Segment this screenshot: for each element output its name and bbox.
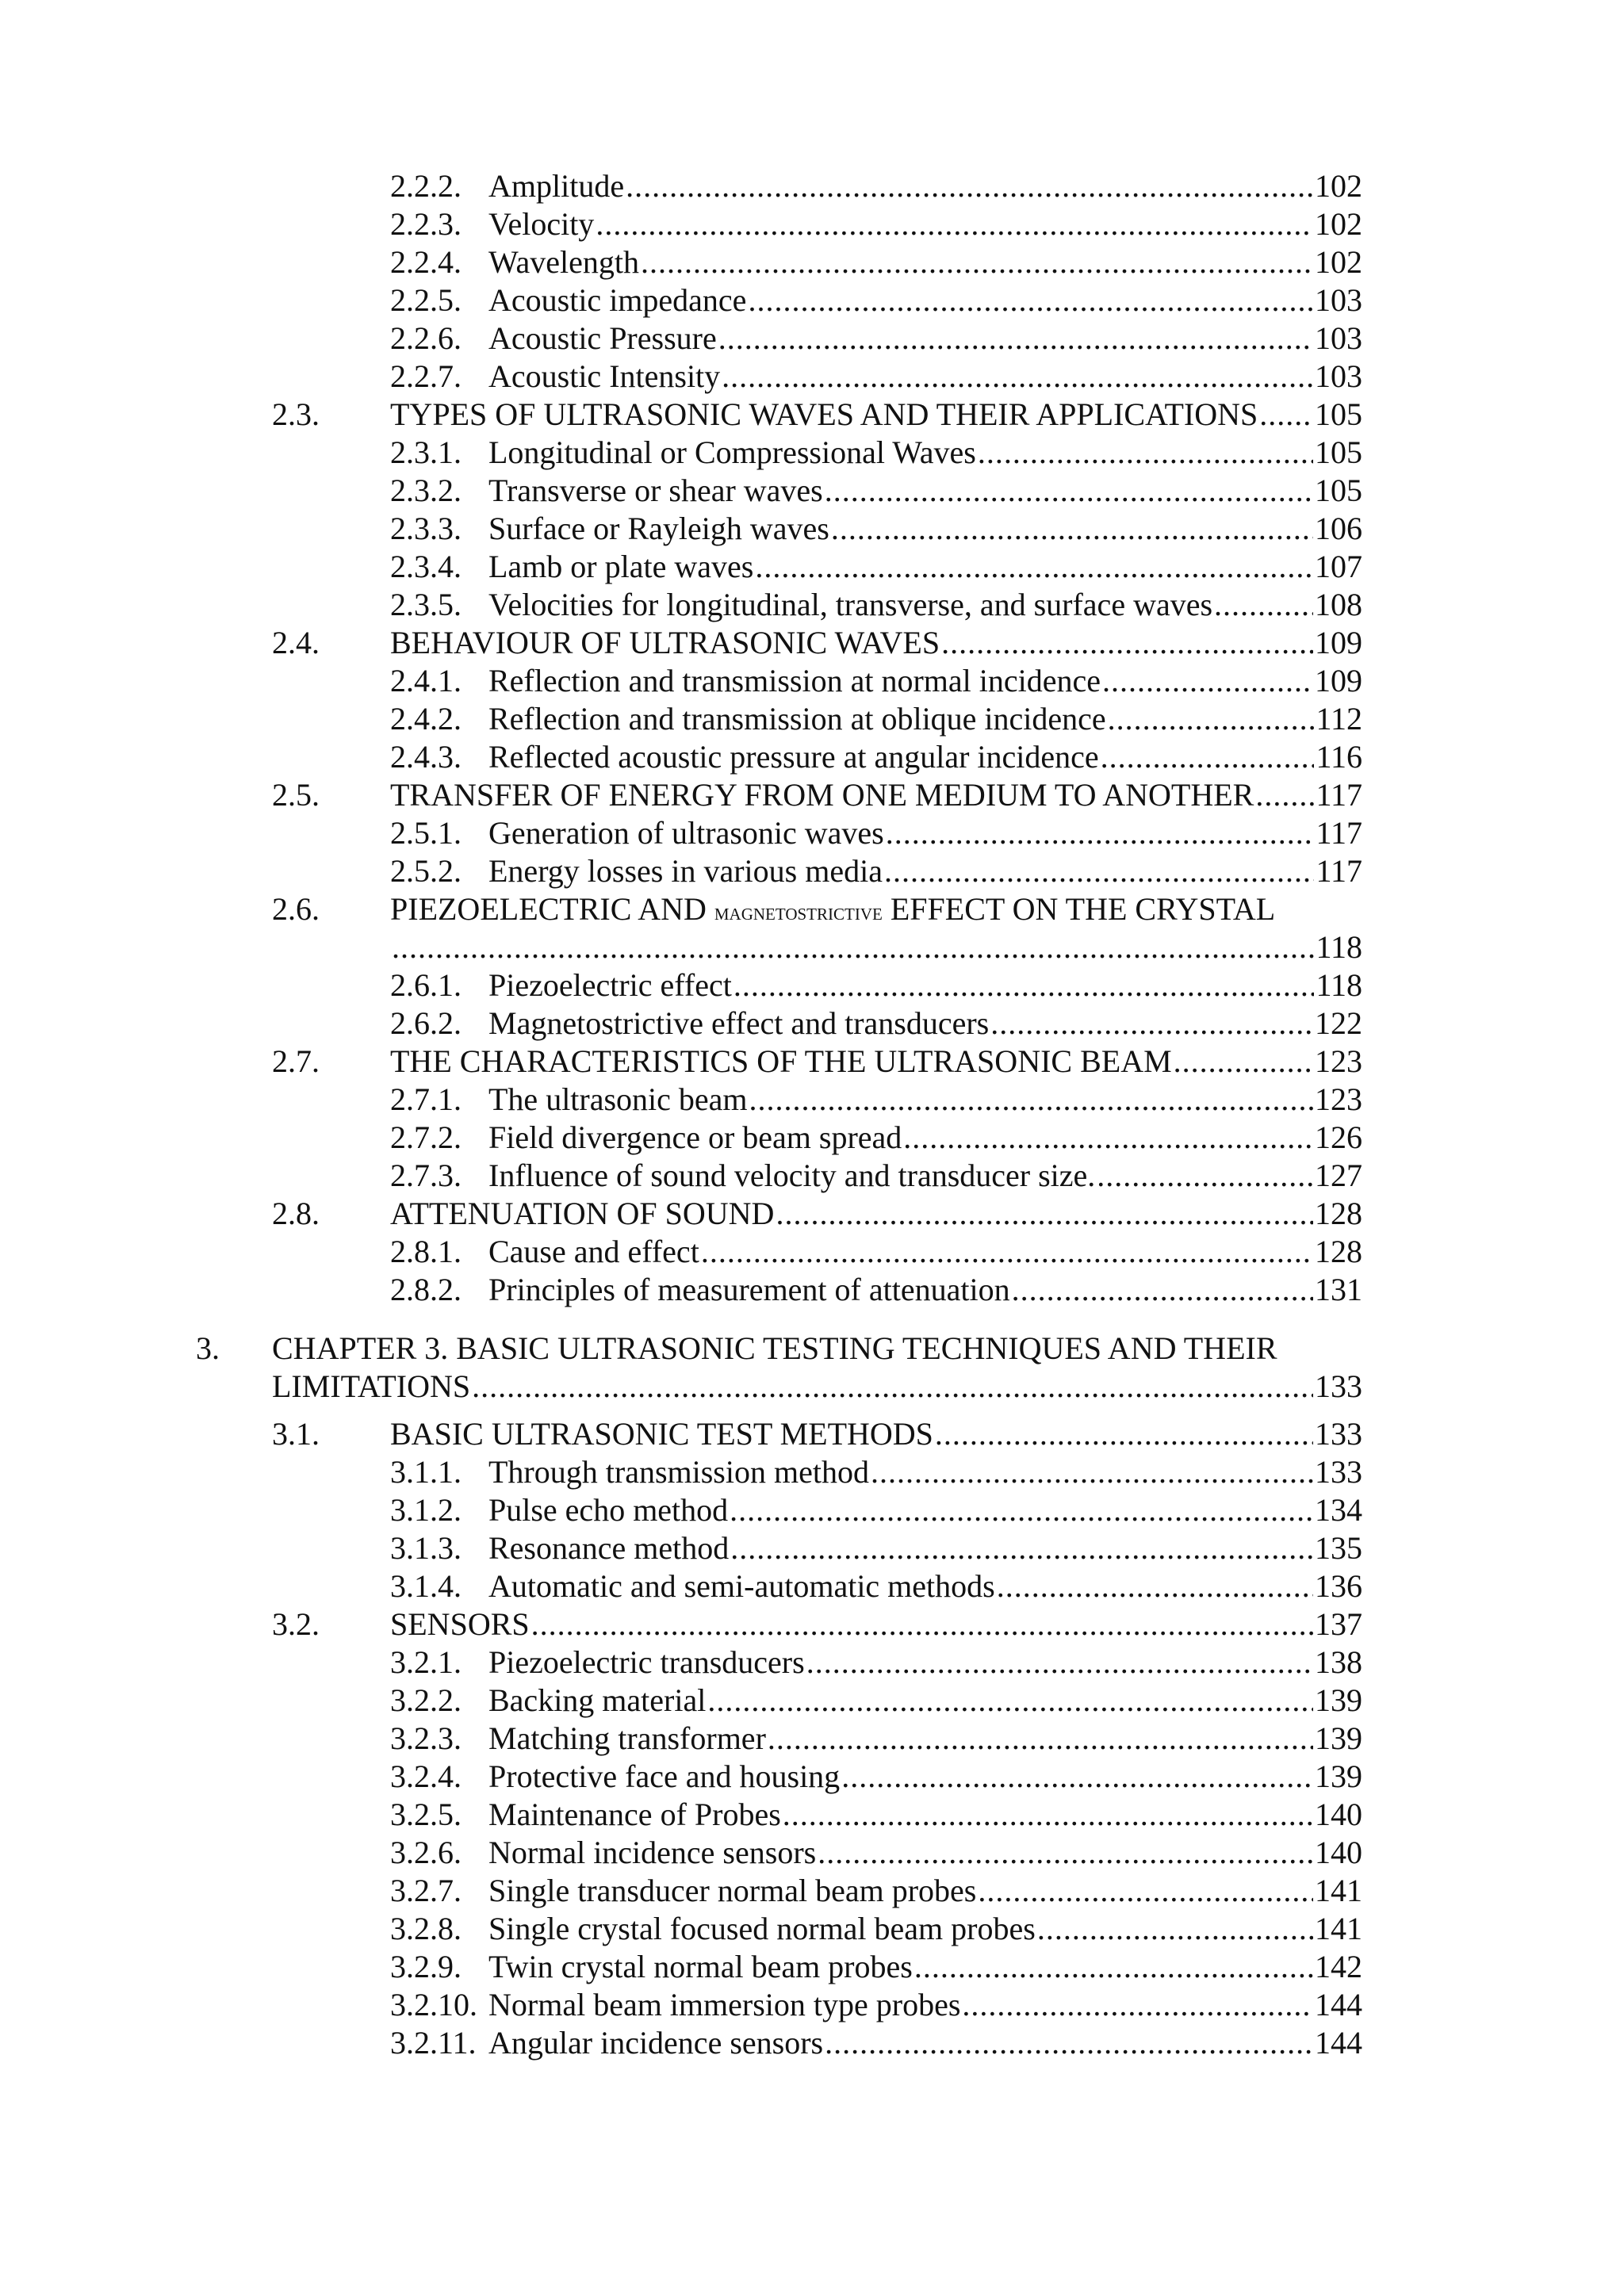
- toc-entry-line: [488, 167, 1362, 205]
- toc-entry-page: 135: [1315, 1530, 1362, 1566]
- toc-entry-number: 2.4.2.: [390, 701, 462, 737]
- toc-entry-title: Principles of measurement of attenuation: [488, 1272, 1010, 1307]
- toc-entry-title: Automatic and semi-automatic methods: [488, 1568, 995, 1604]
- toc-entry-page: 102: [1315, 206, 1362, 242]
- toc-entry[interactable]: [0, 1529, 1624, 1567]
- toc-entry-page: 141: [1315, 1873, 1362, 1908]
- toc-entry-number: 3.1.4.: [390, 1568, 462, 1604]
- toc-entry-number: 2.8.2.: [390, 1272, 462, 1307]
- toc-entry-line: [488, 1004, 1362, 1043]
- toc-entry-page: 107: [1315, 549, 1362, 584]
- toc-entry[interactable]: [0, 320, 1624, 358]
- toc-entry-line: [390, 1415, 1362, 1453]
- dot-leader: [641, 243, 1313, 281]
- toc-entry[interactable]: [0, 1758, 1624, 1796]
- toc-entry-line: [488, 814, 1362, 852]
- toc-entry-title: The ultrasonic beam: [488, 1081, 748, 1117]
- toc-entry-number: 3.2.5.: [390, 1797, 462, 1832]
- toc-entry[interactable]: [0, 1043, 1624, 1081]
- toc-block-section-2-2-to-2-5: [0, 167, 1624, 890]
- toc-entry-line: [390, 1605, 1362, 1644]
- toc-entry-2-6-line2[interactable]: [0, 928, 1624, 966]
- toc-entry-number: 2.7.2.: [390, 1119, 462, 1155]
- toc-entry[interactable]: [0, 1081, 1624, 1119]
- toc-entry[interactable]: [0, 624, 1624, 662]
- toc-entry-title: BEHAVIOUR OF ULTRASONIC WAVES: [390, 625, 940, 660]
- toc-entry[interactable]: [0, 662, 1624, 700]
- dot-leader: [1255, 776, 1314, 814]
- toc-entry-number: 2.5.1.: [390, 815, 462, 851]
- dot-leader: [776, 1195, 1313, 1233]
- toc-entry-leader-line: [390, 928, 1362, 966]
- toc-entry-title: Lamb or plate waves: [488, 549, 754, 584]
- toc-entry-number: 3.2.3.: [390, 1720, 462, 1756]
- toc-entry-page: 140: [1315, 1835, 1362, 1870]
- toc-entry-title: Matching transformer: [488, 1720, 766, 1756]
- toc-entry-title: TYPES OF ULTRASONIC WAVES AND THEIR APPLICATIONS: [390, 396, 1258, 432]
- toc-entry[interactable]: [0, 814, 1624, 852]
- toc-entry-page: 112: [1316, 701, 1362, 737]
- toc-entry-page: 140: [1315, 1797, 1362, 1832]
- toc-entry-page: 117: [1316, 853, 1362, 889]
- toc-entry[interactable]: [0, 738, 1624, 776]
- toc-entry[interactable]: [0, 1948, 1624, 1986]
- toc-entry[interactable]: [0, 1271, 1624, 1309]
- toc-entry-title: Wavelength: [488, 244, 640, 280]
- toc-entry-number: 2.3.3.: [390, 511, 462, 546]
- toc-entry[interactable]: [0, 1491, 1624, 1529]
- toc-entry-title: Single crystal focused normal beam probes: [488, 1911, 1036, 1946]
- toc-entry[interactable]: [0, 1986, 1624, 2024]
- toc-entry-title: Backing material: [488, 1682, 707, 1718]
- toc-entry-page: 127: [1315, 1158, 1362, 1193]
- toc-title-part1: PIEZOELECTRIC AND: [390, 891, 714, 927]
- toc-entry-page: 103: [1315, 282, 1362, 318]
- toc-entry[interactable]: [0, 1605, 1624, 1644]
- toc-entry-number: 2.7.1.: [390, 1081, 462, 1117]
- toc-entry-line: [488, 1986, 1362, 2024]
- toc-entry-number: 2.4.: [272, 625, 320, 660]
- toc-entry-title: Piezoelectric effect: [488, 967, 732, 1003]
- toc-entry-number: 2.8.: [272, 1196, 320, 1231]
- toc-entry-title: Acoustic Pressure: [488, 320, 717, 356]
- toc-entry-number: 3.2.10.: [390, 1987, 477, 2022]
- toc-entry[interactable]: [0, 510, 1624, 548]
- dot-leader: [1012, 1271, 1313, 1309]
- toc-entry-line: [390, 1043, 1362, 1081]
- dot-leader: [884, 852, 1315, 890]
- dot-leader: [990, 1004, 1313, 1043]
- toc-entry-page: 144: [1315, 1987, 1362, 2022]
- dot-leader: [718, 320, 1313, 358]
- toc-entry-line: [488, 1948, 1362, 1986]
- dot-leader: [841, 1758, 1313, 1796]
- dot-leader: [707, 1682, 1313, 1720]
- toc-entry-title: Acoustic Intensity: [488, 358, 721, 394]
- dot-leader: [749, 1081, 1313, 1119]
- toc-entry-page: 139: [1315, 1720, 1362, 1756]
- toc-entry-title: Velocities for longitudinal, transverse, and surface waves: [488, 587, 1213, 622]
- table-of-contents: [0, 167, 1624, 2062]
- toc-entry-page: 102: [1315, 244, 1362, 280]
- toc-entry-number: 3.1.3.: [390, 1530, 462, 1566]
- toc-entry-title: Surface or Rayleigh waves: [488, 511, 829, 546]
- toc-entry-title: Single transducer normal beam probes: [488, 1873, 977, 1908]
- toc-entry-number: 3.2.6.: [390, 1835, 462, 1870]
- toc-entry-page: 109: [1315, 663, 1362, 698]
- toc-entry-number: 2.3.: [272, 396, 320, 432]
- toc-entry-line: [488, 1872, 1362, 1910]
- toc-entry-line: [390, 396, 1362, 434]
- toc-entry-number: 2.5.2.: [390, 853, 462, 889]
- toc-chapter-title-line1: CHAPTER 3. BASIC ULTRASONIC TESTING TECHNIQUES AND THEIR: [272, 1330, 1277, 1366]
- toc-entry-line: [488, 1157, 1362, 1195]
- toc-entry-line: [488, 966, 1362, 1004]
- toc-entry-number: 2.6.1.: [390, 967, 462, 1003]
- toc-entry[interactable]: [0, 586, 1624, 624]
- toc-entry[interactable]: [0, 281, 1624, 320]
- toc-entry-line: [488, 1233, 1362, 1271]
- dot-leader: [886, 814, 1315, 852]
- toc-entry-number: 2.4.3.: [390, 739, 462, 775]
- toc-entry-title: Pulse echo method: [488, 1492, 729, 1528]
- toc-entry-page: 103: [1315, 358, 1362, 394]
- toc-entry-number: 2.2.5.: [390, 282, 462, 318]
- toc-entry-line: [488, 1081, 1362, 1119]
- dot-leader: [871, 1453, 1313, 1491]
- toc-entry-line: [488, 586, 1362, 624]
- toc-entry-line: [488, 1758, 1362, 1796]
- toc-entry-title: Transverse or shear waves: [488, 473, 823, 508]
- toc-entry-number: 2.2.2.: [390, 168, 462, 204]
- dot-leader: [722, 358, 1313, 396]
- toc-entry[interactable]: [0, 1195, 1624, 1233]
- toc-entry-title: BASIC ULTRASONIC TEST METHODS: [390, 1416, 933, 1452]
- toc-entry-title: Cause and effect: [488, 1234, 699, 1269]
- dot-leader: [1108, 700, 1315, 738]
- toc-entry[interactable]: [0, 2024, 1624, 2062]
- toc-entry-number: 2.3.5.: [390, 587, 462, 622]
- toc-entry-number: 2.5.: [272, 777, 320, 813]
- toc-entry-page: 103: [1315, 320, 1362, 356]
- toc-title-part2: EFFECT ON THE CRYSTAL: [882, 891, 1276, 927]
- toc-chapter-title-text: LIMITATIONS: [272, 1368, 471, 1404]
- toc-entry-line: [488, 2024, 1362, 2062]
- toc-entry-number: 3.1.2.: [390, 1492, 462, 1528]
- toc-entry-title: Reflection and transmission at normal incidence: [488, 663, 1101, 698]
- toc-entry-page: 109: [1315, 625, 1362, 660]
- toc-entry-page: 142: [1315, 1949, 1362, 1984]
- toc-entry-line: [488, 1453, 1362, 1491]
- toc-entry-title: Maintenance of Probes: [488, 1797, 781, 1832]
- toc-entry-title: ATTENUATION OF SOUND: [390, 1196, 775, 1231]
- toc-entry-line: [488, 852, 1362, 890]
- toc-entry-number: 3.1.: [272, 1416, 320, 1452]
- toc-entry[interactable]: [0, 966, 1624, 1004]
- toc-entry-title: Reflected acoustic pressure at angular incidence: [488, 739, 1099, 775]
- toc-entry[interactable]: [0, 167, 1624, 205]
- toc-entry-page: 102: [1315, 168, 1362, 204]
- dot-leader: [1097, 1157, 1313, 1195]
- toc-entry-title: Velocity: [488, 206, 595, 242]
- dot-leader: [978, 1872, 1313, 1910]
- toc-entry-title: Magnetostrictive effect and transducers: [488, 1005, 990, 1041]
- toc-entry-page: 122: [1315, 1005, 1362, 1041]
- toc-entry[interactable]: [0, 700, 1624, 738]
- toc-entry-line: [390, 776, 1362, 814]
- toc-entry-page: 139: [1315, 1682, 1362, 1718]
- toc-entry-page: 106: [1315, 511, 1362, 546]
- toc-entry-2-6-line1[interactable]: [0, 890, 1624, 928]
- dot-leader: [768, 1720, 1313, 1758]
- dot-leader: [730, 1491, 1313, 1529]
- toc-entry[interactable]: [0, 1644, 1624, 1682]
- toc-entry-number: 2.7.: [272, 1043, 320, 1079]
- toc-entry-page: 133: [1315, 1454, 1362, 1490]
- toc-entry-line: [488, 1491, 1362, 1529]
- dot-leader: [472, 1368, 1313, 1406]
- toc-entry[interactable]: [0, 472, 1624, 510]
- dot-leader: [806, 1644, 1313, 1682]
- dot-leader: [701, 1233, 1313, 1271]
- toc-entry[interactable]: [0, 1796, 1624, 1834]
- toc-entry[interactable]: [0, 1834, 1624, 1872]
- toc-entry-chapter-3[interactable]: [0, 1330, 1624, 1406]
- dot-leader: [1101, 738, 1315, 776]
- toc-entry-line: [488, 243, 1362, 281]
- toc-entry-page: 131: [1315, 1272, 1362, 1307]
- toc-entry[interactable]: [0, 1233, 1624, 1271]
- toc-entry-number: 3.2.1.: [390, 1644, 462, 1680]
- toc-entry-number: 3.1.1.: [390, 1454, 462, 1490]
- toc-entry-title: Twin crystal normal beam probes: [488, 1949, 913, 1984]
- toc-entry-line: [488, 548, 1362, 586]
- toc-entry-title: TRANSFER OF ENERGY FROM ONE MEDIUM TO ANOTHER: [390, 777, 1254, 813]
- toc-entry-number: 3.2.4.: [390, 1758, 462, 1794]
- dot-leader: [825, 472, 1313, 510]
- toc-entry[interactable]: [0, 1119, 1624, 1157]
- toc-entry-line: [488, 472, 1362, 510]
- dot-leader: [962, 1986, 1313, 2024]
- toc-entry-title: Energy losses in various media: [488, 853, 883, 889]
- toc-entry-line: [488, 1567, 1362, 1605]
- toc-entry-title: Influence of sound velocity and transducer size.: [488, 1158, 1096, 1193]
- toc-entry[interactable]: [0, 1720, 1624, 1758]
- toc-entry[interactable]: [0, 1682, 1624, 1720]
- toc-entry-page: 117: [1316, 777, 1362, 813]
- dot-leader: [825, 2024, 1313, 2062]
- toc-entry-title: Resonance method: [488, 1530, 730, 1566]
- toc-entry[interactable]: [0, 205, 1624, 243]
- toc-entry[interactable]: [0, 1872, 1624, 1910]
- toc-chapter-page: 133: [1315, 1368, 1362, 1404]
- toc-entry-line: [488, 358, 1362, 396]
- toc-entry-line: [488, 738, 1362, 776]
- toc-entry-line: [488, 281, 1362, 320]
- toc-entry-page: 108: [1315, 587, 1362, 622]
- dot-leader: [941, 624, 1313, 662]
- toc-entry-line: [488, 434, 1362, 472]
- dot-leader: [1037, 1910, 1313, 1948]
- toc-entry-title: THE CHARACTERISTICS OF THE ULTRASONIC BEAM: [390, 1043, 1172, 1079]
- dot-leader: [596, 205, 1313, 243]
- toc-entry-page: 116: [1316, 739, 1362, 775]
- toc-entry-page: 123: [1315, 1081, 1362, 1117]
- toc-entry-line: [488, 1910, 1362, 1948]
- toc-entry-title: Normal beam immersion type probes: [488, 1987, 961, 2022]
- toc-entry-title: Longitudinal or Compressional Waves: [488, 434, 976, 470]
- toc-entry-line: [488, 662, 1362, 700]
- toc-entry-line: [488, 1119, 1362, 1157]
- toc-entry-page: 105: [1315, 473, 1362, 508]
- toc-entry-page: 134: [1315, 1492, 1362, 1528]
- toc-entry[interactable]: [0, 396, 1624, 434]
- toc-entry[interactable]: [0, 852, 1624, 890]
- dot-leader: [914, 1948, 1313, 1986]
- dot-leader: [392, 928, 1314, 966]
- toc-entry-title: Field divergence or beam spread: [488, 1119, 902, 1155]
- toc-entry-number: 2.8.1.: [390, 1234, 462, 1269]
- toc-entry-page: 123: [1315, 1043, 1362, 1079]
- toc-entry-line: [488, 1644, 1362, 1682]
- dot-leader: [831, 510, 1313, 548]
- toc-entry-title: Amplitude: [488, 168, 625, 204]
- toc-entry-page: 136: [1315, 1568, 1362, 1604]
- toc-entry-page: 133: [1315, 1416, 1362, 1452]
- dot-leader: [783, 1796, 1313, 1834]
- toc-title-smallcaps: magnetostrictive: [714, 899, 883, 925]
- toc-entry-title: Normal incidence sensors: [488, 1835, 817, 1870]
- toc-entry-line: [488, 205, 1362, 243]
- toc-entry-line: [488, 700, 1362, 738]
- toc-entry-number: 2.7.3.: [390, 1158, 462, 1193]
- toc-entry[interactable]: [0, 1453, 1624, 1491]
- toc-entry-page: 141: [1315, 1911, 1362, 1946]
- dot-leader: [1259, 396, 1313, 434]
- dot-leader: [748, 281, 1313, 320]
- toc-entry-page: 118: [1316, 929, 1362, 965]
- toc-entry-number: 2.6.: [272, 891, 320, 927]
- toc-entry-title: Protective face and housing: [488, 1758, 841, 1794]
- toc-entry-number: 2.3.2.: [390, 473, 462, 508]
- toc-entry-title: Piezoelectric transducers: [488, 1644, 805, 1680]
- toc-entry-number: 3.2.: [272, 1606, 320, 1642]
- toc-entry[interactable]: [0, 776, 1624, 814]
- toc-entry-line: [488, 510, 1362, 548]
- toc-entry-line: [488, 320, 1362, 358]
- toc-entry-line: [488, 1682, 1362, 1720]
- toc-entry-number: 2.2.3.: [390, 206, 462, 242]
- dot-leader: [978, 434, 1313, 472]
- dot-leader: [1102, 662, 1313, 700]
- toc-entry-title: Through transmission method: [488, 1454, 869, 1490]
- toc-entry-number: 3.2.8.: [390, 1911, 462, 1946]
- dot-leader: [1214, 586, 1313, 624]
- dot-leader: [730, 1529, 1313, 1567]
- toc-block-chapter-3-sections: [0, 1415, 1624, 2062]
- toc-entry-number: 2.6.2.: [390, 1005, 462, 1041]
- toc-entry[interactable]: [0, 1567, 1624, 1605]
- dot-leader: [818, 1834, 1313, 1872]
- toc-entry-line: [488, 1271, 1362, 1309]
- toc-entry-title: Angular incidence sensors: [488, 2025, 824, 2061]
- toc-entry-page: 126: [1315, 1119, 1362, 1155]
- toc-entry-line: [488, 1720, 1362, 1758]
- toc-entry-number: 2.3.4.: [390, 549, 462, 584]
- toc-entry-number: 2.4.1.: [390, 663, 462, 698]
- dot-leader: [733, 966, 1315, 1004]
- toc-entry-page: 139: [1315, 1758, 1362, 1794]
- dot-leader: [626, 167, 1313, 205]
- toc-entry-line: [488, 1796, 1362, 1834]
- toc-block-section-2-6-to-2-8: [0, 966, 1624, 1309]
- toc-entry-page: 105: [1315, 396, 1362, 432]
- dot-leader: [755, 548, 1313, 586]
- toc-entry[interactable]: [0, 1004, 1624, 1043]
- dot-leader: [997, 1567, 1313, 1605]
- toc-entry-line: [390, 1195, 1362, 1233]
- toc-entry-number: 2.2.7.: [390, 358, 462, 394]
- dot-leader: [903, 1119, 1313, 1157]
- dot-leader: [531, 1605, 1313, 1644]
- toc-entry[interactable]: [0, 1157, 1624, 1195]
- toc-entry-number: 2.3.1.: [390, 434, 462, 470]
- dot-leader: [1174, 1043, 1313, 1081]
- toc-entry-page: 117: [1316, 815, 1362, 851]
- toc-entry-title: SENSORS: [390, 1606, 530, 1642]
- toc-entry-title: [390, 890, 1275, 932]
- toc-entry-page: 138: [1315, 1644, 1362, 1680]
- toc-entry-line: [488, 1529, 1362, 1567]
- toc-chapter-title-line2: [272, 1368, 1362, 1406]
- dot-leader: [935, 1415, 1313, 1453]
- toc-entry-line: [488, 1834, 1362, 1872]
- toc-entry-number: 3.2.2.: [390, 1682, 462, 1718]
- toc-entry-title: Reflection and transmission at oblique incidence: [488, 701, 1106, 737]
- toc-entry-page: 144: [1315, 2025, 1362, 2061]
- toc-chapter-number: 3.: [196, 1330, 220, 1366]
- toc-entry-number: 2.2.6.: [390, 320, 462, 356]
- toc-entry[interactable]: [0, 243, 1624, 281]
- toc-entry[interactable]: [0, 1910, 1624, 1948]
- toc-entry[interactable]: [0, 548, 1624, 586]
- toc-entry[interactable]: [0, 358, 1624, 396]
- toc-entry-line: [390, 624, 1362, 662]
- toc-entry-number: 3.2.9.: [390, 1949, 462, 1984]
- toc-entry[interactable]: [0, 434, 1624, 472]
- spacer: [0, 1406, 1624, 1415]
- toc-entry-page: 105: [1315, 434, 1362, 470]
- toc-entry-number: 3.2.11.: [390, 2025, 477, 2061]
- toc-entry[interactable]: [0, 1415, 1624, 1453]
- toc-entry-title: Acoustic impedance: [488, 282, 747, 318]
- toc-entry-page: 137: [1315, 1606, 1362, 1642]
- toc-entry-page: 118: [1316, 967, 1362, 1003]
- toc-entry-page: 128: [1315, 1196, 1362, 1231]
- toc-entry-page: 128: [1315, 1234, 1362, 1269]
- toc-entry-number: 3.2.7.: [390, 1873, 462, 1908]
- toc-entry-number: 2.2.4.: [390, 244, 462, 280]
- toc-entry-title: Generation of ultrasonic waves: [488, 815, 884, 851]
